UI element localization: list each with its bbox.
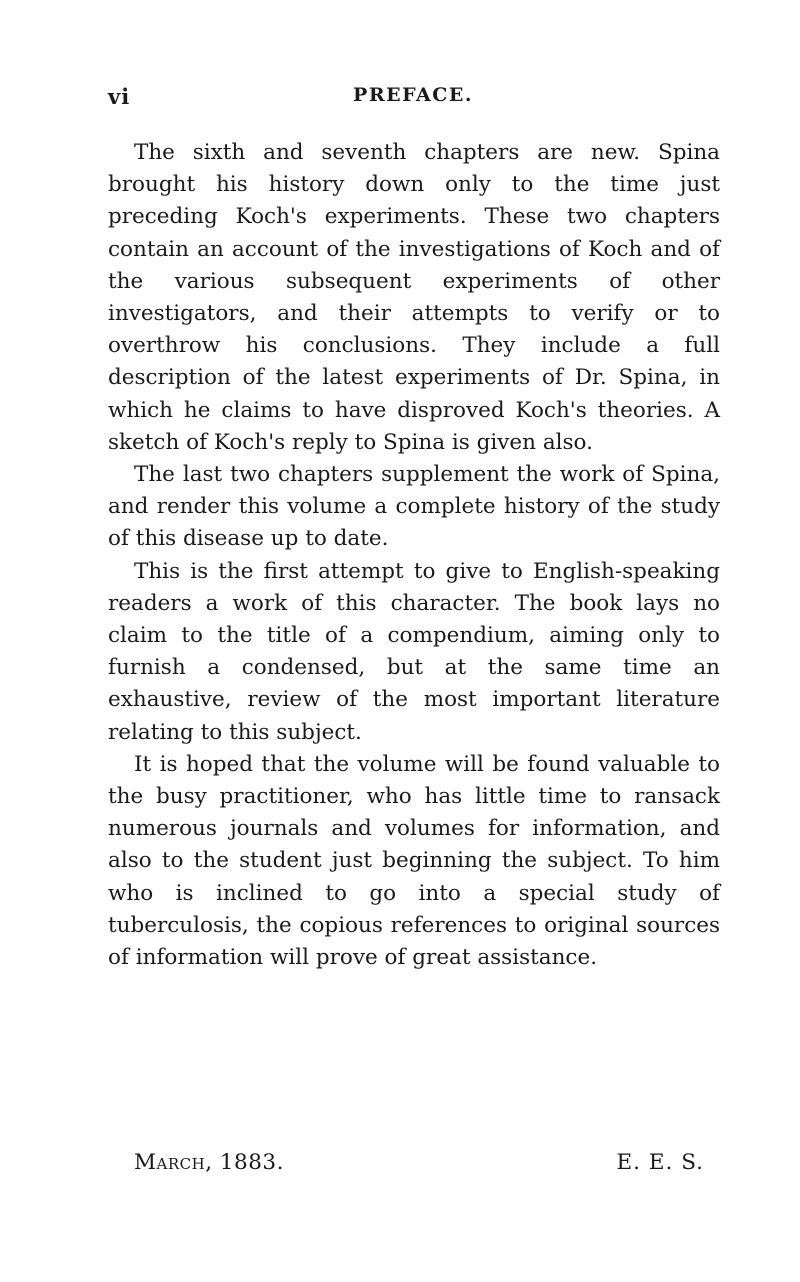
page-title: PREFACE. — [353, 84, 473, 106]
paragraph-last-chapters: The last two chapters supplement the work of Spina, and render this volume a complete history of the study of this disease up to date. — [108, 462, 720, 552]
paragraph-hoped-valuable: It is hoped that the volume will be found valuable to the busy practitioner, who has little time to ransack numerous journals and volumes for information, and also to the student just beginning the subject. To him who is inclined to go into a special study of tuberculosis, the copious references to original sources of information will prove of great assistance. — [108, 751, 720, 971]
running-head — [108, 84, 718, 114]
preface-body — [108, 137, 720, 974]
signature-date: March, 1883. — [134, 1150, 284, 1175]
page-number: vi — [108, 84, 131, 109]
paragraph-new-chapters: The sixth and seventh chapters are new. Spina brought his history down only to the time just preceding Koch's experiments. These two chapters contain an account of the investigations of Koch and of the various subsequent experiments of other investigators, and their attempts to verify or to overthrow his conclusions. They include a full description of the latest experiments of Dr. Spina, in which he claims to have disproved Koch's theories. A sketch of Koch's reply to Spina is given also. — [108, 140, 720, 455]
paragraph-first-attempt: This is the first attempt to give to English-speaking readers a work of this character. The book lays no claim to the title of a compendium, aiming only to furnish a condensed, but at the same time an exhaustive, review of the most important literature relating to this subject. — [108, 558, 720, 745]
signature-line — [134, 1150, 704, 1184]
signature-initials: E. E. S. — [616, 1150, 704, 1175]
